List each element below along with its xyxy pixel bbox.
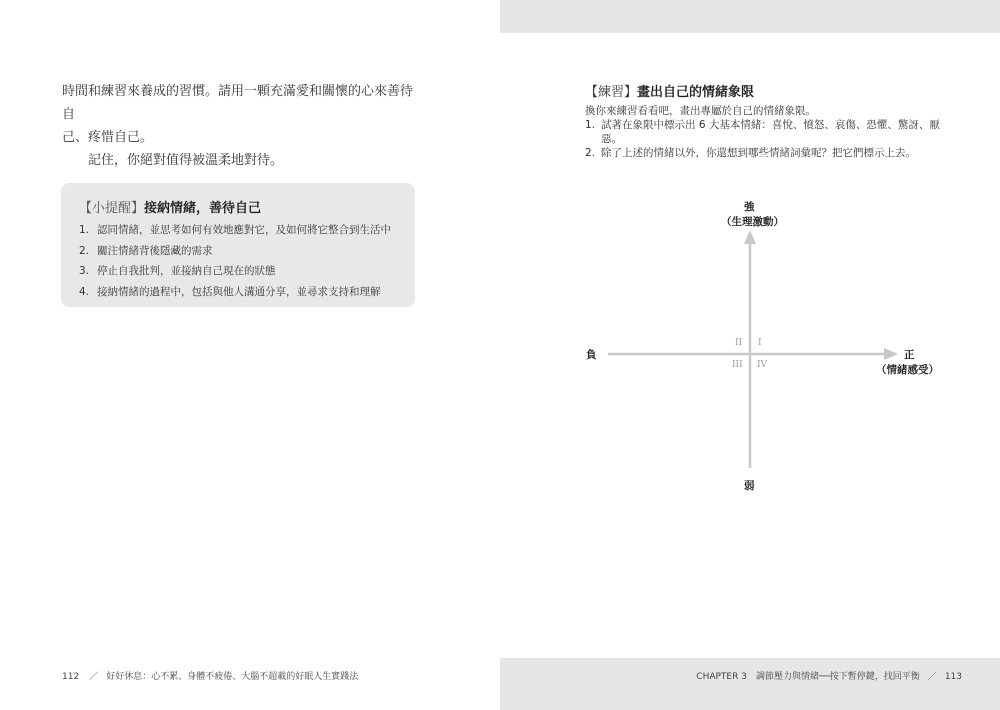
- list-number: 2.: [79, 244, 90, 257]
- list-item: [79, 282, 391, 303]
- axis-label-bottom: 弱: [744, 480, 755, 492]
- tip-title: [79, 197, 261, 216]
- tip-heading: 接納情緒，善待自己: [144, 201, 262, 216]
- list-text: 除了上述的情緒以外，你還想到哪些情緒詞彙呢？把它們標示上去。: [601, 147, 916, 159]
- axis-label-left: 負: [586, 349, 597, 361]
- top-band: [500, 0, 1000, 33]
- exercise-intro: 換你來練習看看吧，畫出專屬於自己的情緒象限。: [585, 105, 816, 117]
- list-text: 關注情緒背後隱藏的需求: [97, 244, 213, 257]
- list-number: 1.: [79, 224, 90, 236]
- body-line-indent: 記住，你絕對值得被溫柔地對待。: [88, 153, 284, 168]
- footer-slash: ／: [927, 672, 937, 682]
- tip-box: [61, 183, 415, 307]
- right-page: [500, 0, 1000, 710]
- body-line: 己、疼惜自己。: [62, 130, 154, 145]
- list-number: 3.: [79, 265, 90, 277]
- list-item: [79, 220, 391, 241]
- exercise-text: [585, 104, 945, 160]
- tip-bracket: 【小提醒】: [79, 201, 145, 216]
- list-item: [79, 261, 391, 282]
- list-number: 1.: [585, 119, 596, 131]
- footer-right: [696, 669, 962, 682]
- page-number: 112: [62, 672, 80, 682]
- page-number: 113: [944, 672, 962, 682]
- list-text: 試著在象限中標示出 6 大基本情緒：喜悅、憤怒、哀傷、恐懼、驚訝、厭惡。: [601, 119, 940, 145]
- quadrant-label: II: [735, 338, 743, 348]
- quadrant-axes: [580, 190, 960, 500]
- list-number: 4.: [79, 285, 90, 298]
- axis-label-right-sub: （情緒感受）: [876, 364, 939, 376]
- list-text: 認同情緒，並思考如何有效地應對它，及如何將它整合到生活中: [97, 224, 391, 236]
- vertical-axis-arrow: [744, 230, 756, 244]
- quadrant-label: IV: [757, 360, 768, 370]
- axis-label-top-sub: （生理激動）: [721, 216, 784, 228]
- emotion-quadrant-diagram: [580, 190, 960, 500]
- axis-label-top: 強: [744, 201, 755, 213]
- exercise-heading: 畫出自己的情緒象限: [637, 85, 755, 100]
- footer-left: [62, 669, 358, 682]
- horizontal-axis-arrow: [884, 348, 898, 360]
- list-item: [585, 118, 945, 146]
- quadrant-label: I: [758, 338, 762, 348]
- tip-list: [79, 220, 391, 302]
- chapter-title: CHAPTER 3 調節壓力與情緒──按下暫停鍵，找回平衡: [696, 672, 920, 682]
- list-number: 2.: [585, 147, 596, 159]
- list-text: 停止自我批判，並接納自己現在的狀態: [97, 265, 276, 277]
- footer-slash: ／: [89, 672, 99, 682]
- quadrant-label: III: [732, 360, 743, 370]
- list-item: [79, 241, 391, 262]
- axis-label-right: 正: [904, 349, 915, 361]
- book-title: 好好休息：心不累、身體不疲倦、大腦不超載的好眠人生實踐法: [106, 672, 359, 682]
- body-line: 時間和練習來養成的習慣。請用一顆充滿愛和關懷的心來善待自: [62, 84, 414, 122]
- footer-band: [500, 658, 1000, 710]
- exercise-bracket: 【練習】: [585, 85, 638, 100]
- body-text: [62, 80, 422, 172]
- exercise-title: [585, 81, 754, 100]
- list-item: [585, 146, 945, 160]
- list-text: 接納情緒的過程中，包括與他人溝通分享，並尋求支持和理解: [97, 285, 381, 298]
